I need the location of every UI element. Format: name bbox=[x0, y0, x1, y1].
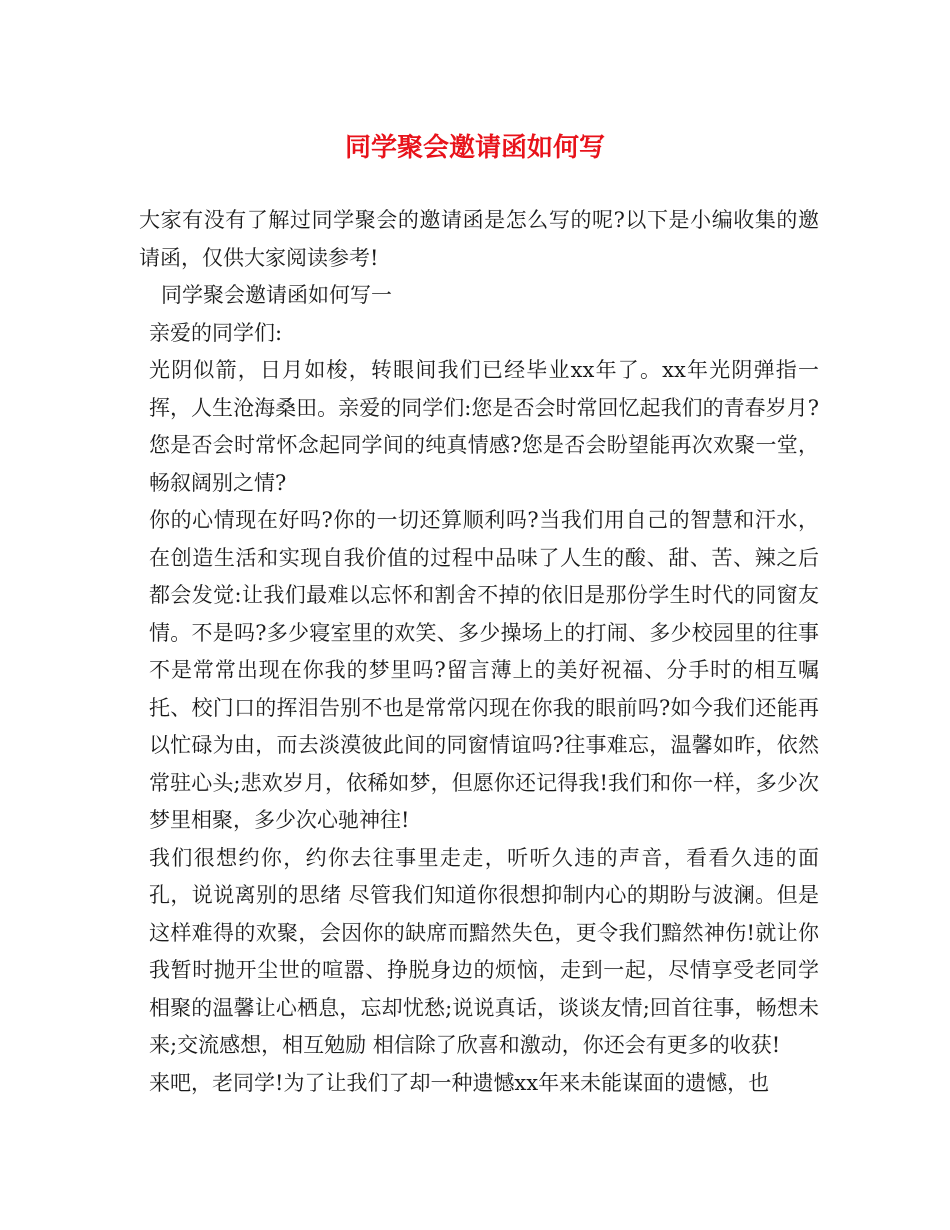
document-body bbox=[139, 202, 819, 1102]
page-title: 同学聚会邀请函如何写 bbox=[344, 133, 605, 163]
body-paragraph: 我们很想约你，约你去往事里走走，听听久违的声音，看看久违的面孔，说说离别的思绪 尽管我们知道你很想抑制内心的期盼与波澜。但是这样难得的欢聚，会因你的缺席而黯然失色，更令我们黯然神伤!就让你我暂时抛开尘世的喧嚣、挣脱身边的烦恼，走到一起，尽情享受老同学相聚的温馨让心栖息，忘却忧愁;说说真话，谈谈友情;回首往事，畅想未来;交流感想，相互勉励 相信除了欣喜和激动，你还会有更多的收获! bbox=[149, 845, 819, 1057]
intro-paragraph: 大家有没有了解过同学聚会的邀请函是怎么写的呢?以下是小编收集的邀请函，仅供大家阅读参考! bbox=[139, 208, 819, 270]
body-paragraph: 光阴似箭，日月如梭，转眼间我们已经毕业xx年了。xx年光阴弹指一挥，人生沧海桑田。亲爱的同学们:您是否会时常回忆起我们的青春岁月?您是否会时常怀念起同学间的纯真情感?您是否会盼望能再次欢聚一堂，畅叙阔别之情? bbox=[149, 358, 819, 495]
section-heading: 同学聚会邀请函如何写一 bbox=[161, 283, 392, 307]
salutation: 亲爱的同学们: bbox=[149, 320, 283, 345]
body-paragraph: 来吧，老同学!为了让我们了却一种遗憾xx年来未能谋面的遗憾，也 bbox=[149, 1070, 770, 1095]
body-paragraph: 你的心情现在好吗?你的一切还算顺利吗?当我们用自己的智慧和汗水，在创造生活和实现自我价值的过程中品味了人生的酸、甜、苦、辣之后都会发觉:让我们最难以忘怀和割舍不掉的依旧是那份学生时代的同窗友情。不是吗?多少寝室里的欢笑、多少操场上的打闹、多少校园里的往事不是常常出现在你我的梦里吗?留言薄上的美好祝福、分手时的相互嘱托、校门口的挥泪告别不也是常常闪现在你我的眼前吗?如今我们还能再以忙碌为由，而去淡漠彼此间的同窗情谊吗?往事难忘，温馨如昨，依然常驻心头;悲欢岁月，依稀如梦，但愿你还记得我!我们和你一样，多少次梦里相聚，多少次心驰神往! bbox=[149, 508, 819, 832]
